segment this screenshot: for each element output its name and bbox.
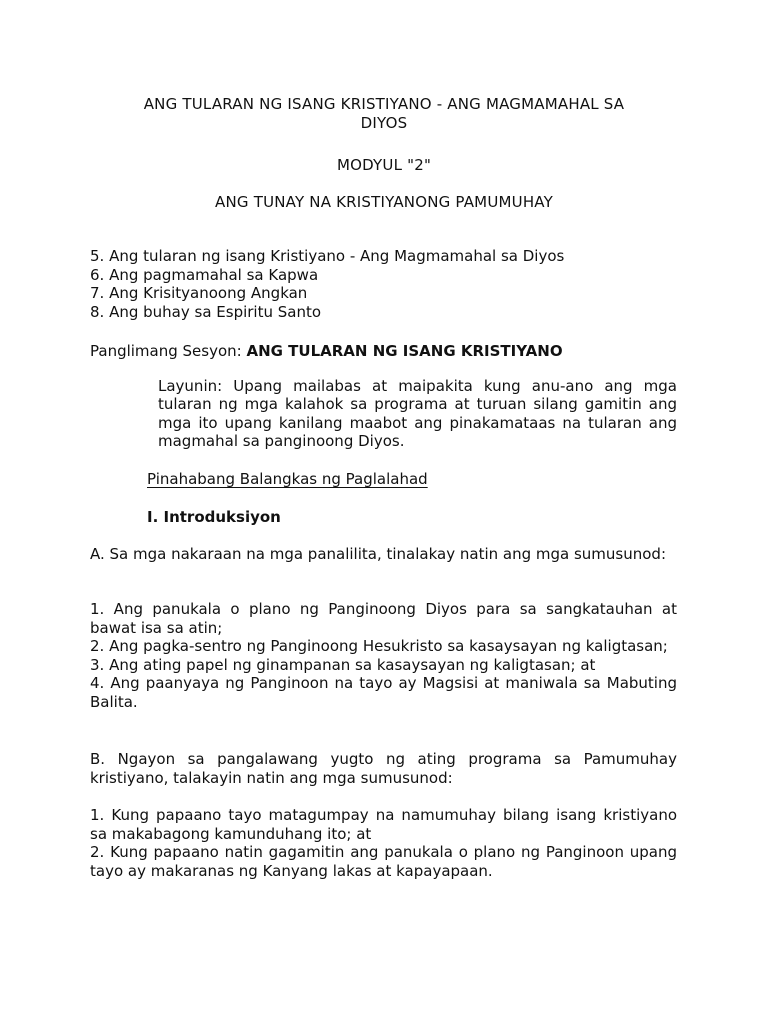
part-b-item: 2. Kung papaano natin gagamitin ang panukala o plano ng Panginoon upang tayo ay makaranas ng Kanyang lakas at kapayapaan. bbox=[90, 843, 677, 880]
topic-list-item: 6. Ang pagmamahal sa Kapwa bbox=[90, 265, 319, 284]
part-b-list bbox=[90, 806, 677, 880]
section-heading: I. Introduksiyon bbox=[147, 508, 281, 526]
objective-paragraph: Layunin: Upang mailabas at maipakita kung anu-ano ang mga tularan ng mga kalahok sa programa at turuan silang gamitin ang mga ito upang kanilang maabot ang pinakamataas na tularan ang magmahal sa panginoong Diyos. bbox=[158, 377, 677, 451]
outline-heading: Pinahabang Balangkas ng Paglalahad bbox=[147, 470, 428, 488]
topic-list-item: 7. Ang Krisityanoong Angkan bbox=[90, 284, 308, 303]
session-heading bbox=[90, 342, 563, 360]
session-prefix: Panglimang Sesyon: bbox=[90, 342, 247, 360]
topic-list bbox=[90, 247, 677, 321]
part-b-intro: B. Ngayon sa pangalawang yugto ng ating programa sa Pamumuhay kristiyano, talakayin natin ang mga sumusunod: bbox=[90, 750, 677, 787]
document-title bbox=[60, 95, 708, 133]
part-a-list bbox=[90, 600, 677, 712]
part-b-item: 1. Kung papaano tayo matagumpay na namumuhay bilang isang kristiyano sa makabagong kamunduhang ito; at bbox=[90, 806, 677, 843]
document-title-line-1: ANG TULARAN NG ISANG KRISTIYANO - ANG MAGMAMAHAL SA bbox=[143, 95, 625, 113]
part-a-item: 1. Ang panukala o plano ng Panginoong Diyos para sa sangkatauhan at bawat isa sa atin; bbox=[90, 600, 677, 637]
part-a-item: 4. Ang paanyaya ng Panginoon na tayo ay Magsisi at maniwala sa Mabuting Balita. bbox=[90, 674, 677, 711]
module-label: MODYUL "2" bbox=[336, 156, 432, 174]
session-title: ANG TULARAN NG ISANG KRISTIYANO bbox=[246, 342, 563, 360]
part-a-item: 3. Ang ating papel ng ginampanan sa kasaysayan ng kaligtasan; at bbox=[90, 655, 596, 674]
part-a-intro: A. Sa mga nakaraan na mga panalilita, tinalakay natin ang mga sumusunod: bbox=[90, 545, 666, 563]
topic-list-item: 8. Ang buhay sa Espiritu Santo bbox=[90, 302, 322, 321]
topic-list-item: 5. Ang tularan ng isang Kristiyano - Ang Magmamahal sa Diyos bbox=[90, 247, 565, 265]
part-a-item: 2. Ang pagka-sentro ng Panginoong Hesukristo sa kasaysayan ng kaligtasan; bbox=[90, 637, 668, 656]
document-subtitle: ANG TUNAY NA KRISTIYANONG PAMUMUHAY bbox=[215, 193, 553, 211]
document-title-line-2: DIYOS bbox=[360, 114, 408, 132]
